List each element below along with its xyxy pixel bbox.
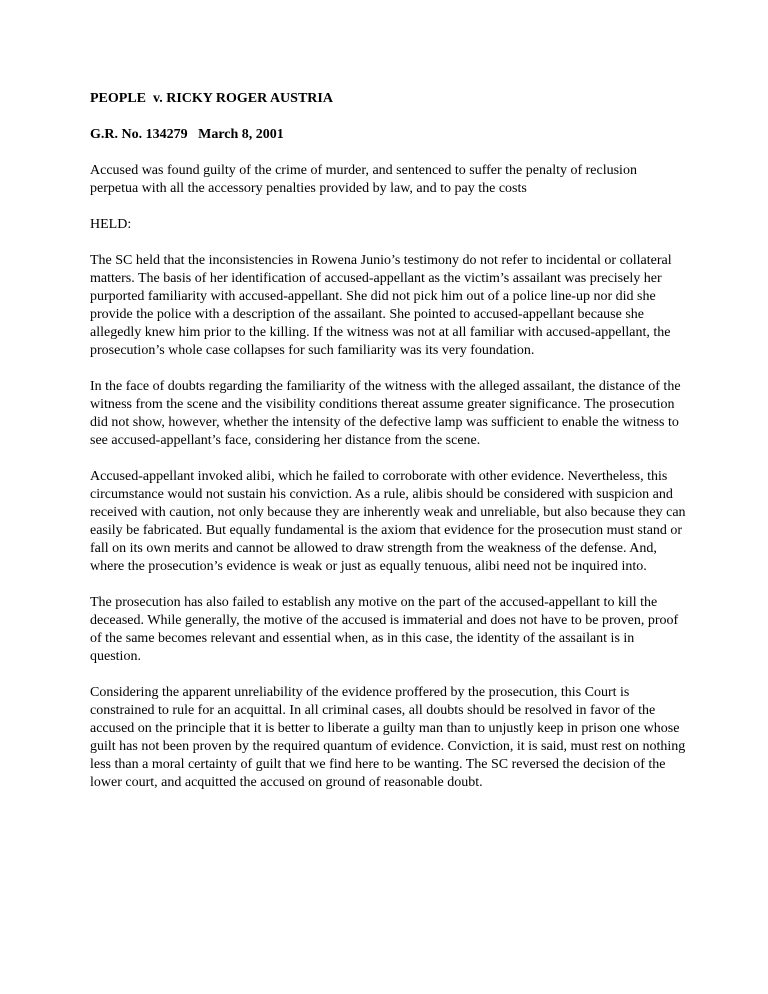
held-paragraph-4: The prosecution has also failed to establish any motive on the part of the accused-appellant to kill the deceased. While generally, the motive of the accused is immaterial and does not have to be proven, proof of the same becomes relevant and essential when, as in this case, the identity of the assailant is in question. <box>90 595 679 664</box>
held-paragraph-2: In the face of doubts regarding the familiarity of the witness with the alleged assailant, the distance of the witness from the scene and the visibility conditions thereat assume greater significance. The prosecution did not show, however, whether the intensity of the defective lamp was sufficient to enable the witness to see accused-appellant’s face, considering her distance from the scene. <box>90 379 681 448</box>
document-body <box>90 90 686 810</box>
held-label: HELD: <box>90 217 132 232</box>
held-paragraph-3: Accused-appellant invoked alibi, which he failed to corroborate with other evidence. Nevertheless, this circumstance would not sustain his conviction. As a rule, alibis should be considered with suspicion and received with caution, not only because they are inherently weak and unreliable, but also because they can easily be fabricated. But equally fundamental is the axiom that evidence for the prosecution must stand or fall on its own merits and cannot be allowed to draw strength from the weakness of the defense. And, where the prosecution’s evidence is weak or just as equally tenuous, alibi need not be inquired into. <box>90 469 686 574</box>
case-title: PEOPLE v. RICKY ROGER AUSTRIA <box>90 91 333 106</box>
held-paragraph-1: The SC held that the inconsistencies in Rowena Junio’s testimony do not refer to incidental or collateral matters. The basis of her identification of accused-appellant as the victim’s assailant was precisely her purported familiarity with accused-appellant. She did not pick him out of a police line-up nor did she provide the police with a description of the assailant. She pointed to accused-appellant because she allegedly knew him prior to the killing. If the witness was not at all familiar with accused-appellant, the prosecution’s whole case collapses for such familiarity was its very foundation. <box>90 253 672 358</box>
case-summary: Accused was found guilty of the crime of murder, and sentenced to suffer the penalty of reclusion perpetua with all the accessory penalties provided by law, and to pay the costs <box>90 163 637 196</box>
case-number: G.R. No. 134279 March 8, 2001 <box>90 127 284 142</box>
held-paragraph-5: Considering the apparent unreliability of the evidence proffered by the prosecution, this Court is constrained to rule for an acquittal. In all criminal cases, all doubts should be resolved in favor of the accused on the principle that it is better to liberate a guilty man than to unjustly keep in prison one whose guilt has not been proven by the required quantum of evidence. Conviction, it is said, must rest on nothing less than a moral certainty of guilt that we find here to be wanting. The SC reversed the decision of the lower court, and acquitted the accused on ground of reasonable doubt. <box>90 685 686 790</box>
